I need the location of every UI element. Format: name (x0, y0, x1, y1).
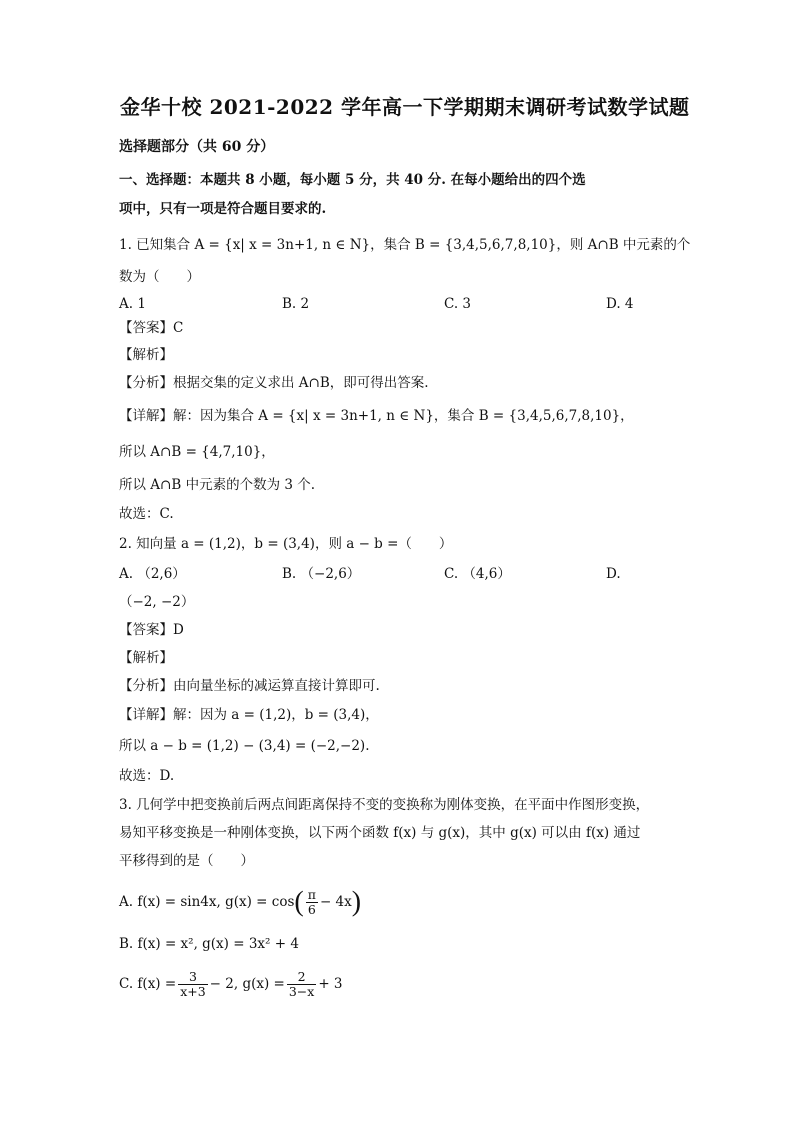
right-paren: ) (351, 886, 362, 918)
page-title: 金华十校 2021-2022 学年高一下学期期末调研考试数学试题 (120, 95, 690, 119)
q1-choice-b: B. 2 (282, 296, 310, 312)
q2-guxuan: 故选：D. (119, 768, 175, 784)
fraction-numerator: 2 (287, 970, 316, 985)
q2-fenxi: 【分析】由向量坐标的减运算直接计算即可. (119, 678, 380, 694)
q1-answer: 【答案】C (119, 320, 184, 336)
q3-c-fraction-2 (287, 970, 316, 999)
instructions-line-1: 一、选择题：本题共 8 小题，每小题 5 分，共 40 分. 在每小题给出的四个选 (119, 172, 586, 188)
q1-fenxi: 【分析】根据交集的定义求出 A∩B，即可得出答案. (119, 375, 429, 391)
q3-stem-line-3: 平移得到的是（ ） (119, 853, 254, 869)
q2-choice-c: C. （4,6） (444, 566, 511, 582)
q1-analysis-label: 【解析】 (119, 347, 173, 363)
q1-stem-line-2: 数为（ ） (119, 269, 200, 285)
fraction-denominator: 3−x (288, 984, 315, 999)
instructions-line-2: 项中，只有一项是符合题目要求的. (119, 201, 327, 217)
q3-choice-a-suffix: − 4x (319, 894, 352, 910)
q2-xiangjie: 【详解】解：因为 a = (1,2)，b = (3,4)， (119, 707, 379, 723)
q3-stem-line-1: 3. 几何学中把变换前后两点间距离保持不变的变换称为刚体变换，在平面中作图形变换， (119, 797, 650, 813)
q3-choice-c (119, 966, 343, 1002)
q1-choice-a: A. 1 (119, 296, 146, 312)
q2-stem: 2. 知向量 a = (1,2)，b = (3,4)，则 a − b =（ ） (119, 536, 453, 552)
q1-guxuan: 故选：C. (119, 506, 174, 522)
section-heading: 选择题部分（共 60 分） (119, 139, 275, 155)
q3-choice-c-suffix: + 3 (318, 976, 343, 992)
q3-c-fraction-1 (178, 970, 207, 999)
fraction-denominator: x+3 (180, 984, 206, 999)
q2-choice-d-value: （−2, −2） (119, 594, 195, 610)
q2-choice-a: A. （2,6） (119, 566, 186, 582)
q1-stem-line-1: 1. 已知集合 A = {x| x = 3n+1, n ∈ N}，集合 B = {3,4,5,6,7,8,10}，则 A∩B 中元素的个 (119, 237, 691, 253)
q3-choice-b: B. f(x) = x², g(x) = 3x² + 4 (119, 936, 299, 952)
fraction-numerator: 3 (178, 970, 207, 985)
q3-choice-c-middle: − 2, g(x) = (209, 976, 285, 992)
fraction-numerator: π (307, 887, 316, 902)
q3-stem-line-2: 易知平移变换是一种刚体变换，以下两个函数 f(x) 与 g(x)，其中 g(x) 可以由 f(x) 通过 (119, 825, 641, 841)
q3-a-fraction (306, 888, 318, 917)
q2-suoyi: 所以 a − b = (1,2) − (3,4) = (−2,−2). (119, 738, 370, 754)
q2-analysis-label: 【解析】 (119, 650, 173, 666)
q1-choice-c: C. 3 (444, 296, 472, 312)
q2-choice-d: D. (606, 566, 621, 582)
q1-suoyi-2: 所以 A∩B 中元素的个数为 3 个. (119, 477, 316, 493)
q3-choice-a (119, 884, 361, 921)
q2-answer: 【答案】D (119, 622, 184, 638)
q1-suoyi-1: 所以 A∩B = {4,7,10}， (119, 444, 275, 460)
q2-choice-b: B. （−2,6） (282, 566, 361, 582)
q3-choice-c-prefix: C. f(x) = (119, 976, 177, 992)
q1-xiangjie: 【详解】解：因为集合 A = {x| x = 3n+1, n ∈ N}，集合 B = {3,4,5,6,7,8,10}， (119, 408, 634, 424)
fraction-denominator: 6 (307, 902, 316, 917)
q1-choice-d: D. 4 (606, 296, 634, 312)
left-paren: ( (294, 886, 304, 918)
q3-choice-a-prefix: A. f(x) = sin4x, g(x) = cos (119, 894, 295, 910)
